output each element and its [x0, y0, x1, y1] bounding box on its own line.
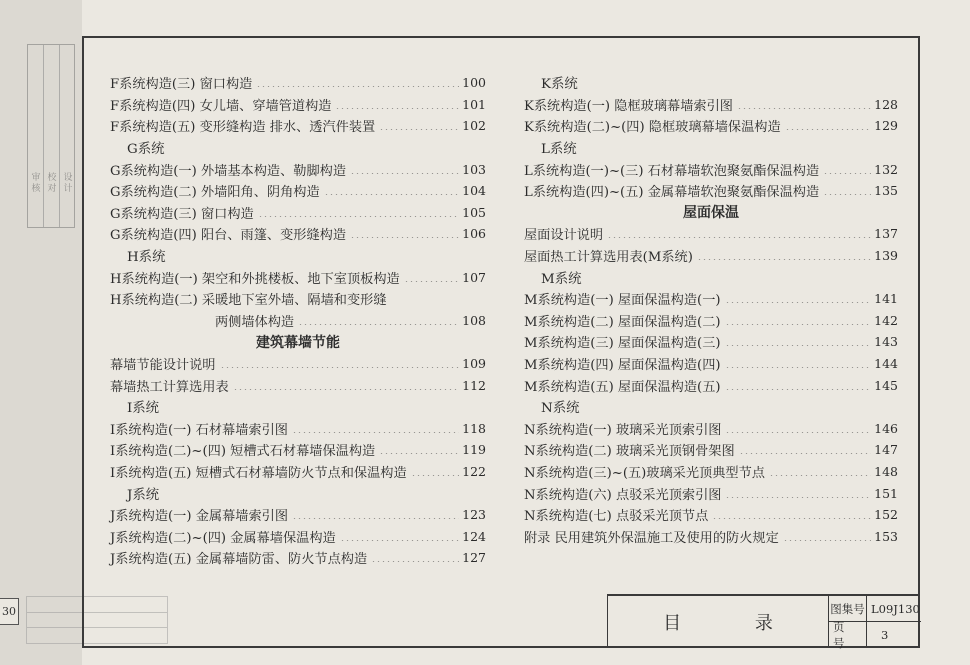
dot-leader	[725, 432, 871, 433]
dot-leader	[712, 518, 871, 519]
toc-entry[interactable]	[110, 158, 486, 180]
dot-leader	[725, 367, 872, 368]
toc-entry-page: 142	[874, 312, 898, 328]
dot-leader	[292, 518, 459, 519]
dot-leader	[256, 86, 459, 87]
dot-leader	[233, 389, 459, 390]
toc-entry[interactable]	[524, 288, 898, 310]
page-number-label: 页 号	[829, 622, 867, 648]
dot-leader	[725, 389, 872, 390]
toc-entry[interactable]	[110, 353, 486, 375]
dot-leader	[350, 173, 459, 174]
toc-entry-page: 153	[874, 528, 898, 544]
toc-entry[interactable]	[524, 310, 898, 332]
toc-right-column	[524, 72, 898, 547]
toc-entry-title: 屋面设计说明	[524, 228, 604, 244]
toc-entry-title: K系统构造(二)~(四) 隐框玻璃幕墙保温构造	[524, 120, 781, 136]
dot-leader	[258, 216, 459, 217]
dot-leader	[737, 108, 871, 109]
toc-entry-title: H系统构造(一) 架空和外挑楼板、地下室顶板构造	[110, 271, 400, 287]
toc-entry[interactable]	[110, 439, 486, 461]
toc-entry[interactable]	[524, 331, 898, 353]
toc-entry-title: 两侧墙体构造	[215, 314, 295, 330]
toc-entry[interactable]	[110, 115, 486, 137]
dot-leader	[783, 540, 871, 541]
toc-section-heading: N系统	[541, 401, 580, 417]
toc-entry[interactable]	[110, 547, 486, 569]
toc-entry[interactable]	[110, 374, 486, 396]
toc-entry-title: N系统构造(一) 玻璃采光顶索引图	[524, 422, 722, 438]
toc-entry[interactable]	[524, 223, 898, 245]
toc-entry[interactable]	[524, 461, 898, 483]
dot-leader	[739, 453, 871, 454]
toc-entry-title: N系统构造(三)~(五)玻璃采光顶典型节点	[524, 465, 765, 481]
toc-entry-page: 135	[874, 183, 898, 199]
dot-leader	[725, 324, 872, 325]
toc-entry-title: H系统构造(二) 采暖地下室外墙、隔墙和变形缝	[110, 293, 387, 309]
dot-leader	[697, 259, 871, 260]
toc-entry-page: 105	[462, 204, 486, 220]
toc-entry[interactable]	[524, 418, 898, 440]
toc-entry-page: 122	[462, 463, 486, 479]
margin-page-number: 30	[0, 598, 19, 625]
toc-entry-title: M系统构造(五) 屋面保温构造(五)	[524, 379, 721, 395]
toc-entry-page: 143	[874, 334, 898, 350]
toc-entry-page: 144	[874, 356, 898, 372]
toc-entry-title: F系统构造(五) 变形缝构造 排水、透汽件装置	[110, 120, 376, 136]
toc-entry-page: 119	[462, 442, 486, 458]
toc-entry-page: 147	[874, 442, 898, 458]
toc-left-column	[110, 72, 486, 569]
toc-entry-title: I系统构造(二)~(四) 短槽式石材幕墙保温构造	[110, 444, 376, 460]
toc-entry-page: 101	[462, 96, 486, 112]
toc-entry-title: 幕墙节能设计说明	[110, 358, 216, 374]
toc-entry[interactable]	[524, 94, 898, 116]
dot-leader	[725, 497, 871, 498]
dot-leader	[292, 432, 459, 433]
toc-entry-page: 145	[874, 377, 898, 393]
dot-leader	[411, 475, 460, 476]
toc-entry[interactable]	[524, 115, 898, 137]
toc-section-heading: M系统	[541, 271, 582, 287]
toc-entry-title: 幕墙热工计算选用表	[110, 379, 229, 395]
toc-entry-title: 屋面热工计算选用表(M系统)	[524, 250, 693, 266]
dot-leader	[324, 194, 460, 195]
toc-entry[interactable]	[524, 439, 898, 461]
dot-leader	[607, 237, 871, 238]
title-block	[607, 594, 920, 648]
dot-leader	[371, 561, 459, 562]
dot-leader	[404, 281, 459, 282]
toc-entry-page: 102	[462, 118, 486, 134]
toc-entry-page: 104	[462, 183, 486, 199]
toc-entry[interactable]	[110, 504, 486, 526]
toc-entry-title: N系统构造(二) 玻璃采光顶钢骨架图	[524, 444, 735, 460]
toc-entry-title: J系统构造(二)~(四) 金属幕墙保温构造	[110, 530, 336, 546]
dot-leader	[298, 324, 459, 325]
toc-entry-title: K系统构造(一) 隐框玻璃幕墙索引图	[524, 98, 733, 114]
toc-entry-page: 112	[462, 377, 486, 393]
toc-entry-page: 106	[462, 226, 486, 242]
dot-leader	[220, 367, 460, 368]
toc-entry-page: 128	[874, 96, 898, 112]
toc-entry-title: N系统构造(七) 点驳采光顶节点	[524, 509, 709, 525]
binding-label: 审核	[31, 173, 41, 194]
toc-entry-page: 148	[874, 463, 898, 479]
toc-entry-page: 137	[874, 226, 898, 242]
toc-entry-page: 152	[874, 507, 898, 523]
toc-entry[interactable]	[524, 525, 898, 547]
toc-entry-page: 107	[462, 269, 486, 285]
toc-entry-title: M系统构造(一) 屋面保温构造(一)	[524, 293, 721, 309]
toc-entry-title: F系统构造(三) 窗口构造	[110, 77, 253, 93]
toc-entry-page: 139	[874, 248, 898, 264]
toc-entry[interactable]	[110, 202, 486, 224]
atlas-number-value: L09J130	[867, 596, 921, 622]
toc-entry[interactable]	[110, 72, 486, 94]
toc-entry-title: I系统构造(一) 石材幕墙索引图	[110, 422, 288, 438]
toc-entry-page: 127	[462, 550, 486, 566]
approval-stamp-column	[27, 44, 75, 228]
toc-entry-page: 146	[874, 420, 898, 436]
toc-entry-title: F系统构造(四) 女儿墙、穿墙管道构造	[110, 98, 332, 114]
binding-label: 校对	[47, 173, 57, 194]
toc-entry-title: M系统构造(四) 屋面保温构造(四)	[524, 358, 721, 374]
toc-section-heading: L系统	[541, 142, 577, 158]
toc-entry-title: J系统构造(一) 金属幕墙索引图	[110, 509, 289, 525]
toc-entry[interactable]	[524, 180, 898, 202]
toc-entry-page: 132	[874, 161, 898, 177]
atlas-number-label: 图集号	[829, 596, 867, 622]
toc-entry[interactable]	[524, 353, 898, 375]
toc-entry-page: 151	[874, 485, 898, 501]
toc-entry[interactable]	[110, 525, 486, 547]
dot-leader	[379, 129, 459, 130]
toc-section-heading: G系统	[127, 142, 165, 158]
dot-leader	[725, 302, 872, 303]
toc-entry[interactable]	[110, 310, 486, 332]
toc-entry-page: 118	[462, 420, 486, 436]
toc-entry[interactable]	[110, 418, 486, 440]
dot-leader	[340, 540, 459, 541]
toc-entry[interactable]	[110, 180, 486, 202]
toc-entry[interactable]	[110, 266, 486, 288]
toc-entry-page: 100	[462, 75, 486, 91]
page-number-value: 3	[881, 628, 889, 642]
sheet-title: 目 录	[608, 596, 829, 648]
toc-section-heading: K系统	[541, 77, 578, 93]
toc-entry-title: G系统构造(二) 外墙阳角、阴角构造	[110, 185, 320, 201]
dot-leader	[350, 237, 459, 238]
dot-leader	[379, 453, 459, 454]
toc-section-heading: I系统	[127, 401, 160, 417]
toc-entry[interactable]	[524, 158, 898, 180]
toc-entry[interactable]	[524, 482, 898, 504]
binding-label: 设计	[63, 173, 73, 194]
toc-entry-page: 124	[462, 528, 486, 544]
toc-entry[interactable]	[524, 245, 898, 267]
dot-leader	[823, 194, 871, 195]
toc-entry-title: M系统构造(二) 屋面保温构造(二)	[524, 314, 721, 330]
toc-entry[interactable]	[110, 223, 486, 245]
toc-entry-title: N系统构造(六) 点驳采光顶索引图	[524, 487, 722, 503]
toc-entry-page: 129	[874, 118, 898, 134]
toc-section-heading: H系统	[127, 250, 166, 266]
toc-entry-title: G系统构造(一) 外墙基本构造、勒脚构造	[110, 163, 347, 179]
toc-entry[interactable]	[524, 374, 898, 396]
toc-entry-page: 141	[874, 291, 898, 307]
toc-entry[interactable]	[524, 504, 898, 526]
toc-entry[interactable]	[110, 94, 486, 116]
toc-entry[interactable]	[110, 288, 486, 310]
toc-entry-title: L系统构造(一)~(三) 石材幕墙软泡聚氨酯保温构造	[524, 163, 820, 179]
toc-entry-title: G系统构造(四) 阳台、雨篷、变形缝构造	[110, 228, 347, 244]
toc-entry[interactable]	[110, 461, 486, 483]
toc-entry-title: 附录 民用建筑外保温施工及使用的防火规定	[524, 530, 779, 546]
toc-entry-title: I系统构造(五) 短槽式石材幕墙防火节点和保温构造	[110, 465, 407, 481]
toc-entry-title: G系统构造(三) 窗口构造	[110, 206, 254, 222]
toc-entry-page: 108	[462, 312, 486, 328]
toc-section-heading: 建筑幕墙节能	[256, 334, 340, 351]
dot-leader	[769, 475, 871, 476]
toc-section-heading: 屋面保温	[683, 205, 739, 222]
toc-entry-page: 123	[462, 507, 486, 523]
toc-section-heading: J系统	[127, 487, 160, 503]
toc-entry-title: M系统构造(三) 屋面保温构造(三)	[524, 336, 721, 352]
dot-leader	[335, 108, 459, 109]
dot-leader	[785, 129, 871, 130]
toc-entry-page: 103	[462, 161, 486, 177]
dot-leader	[725, 345, 872, 346]
toc-entry-page: 109	[462, 356, 486, 372]
toc-entry-title: L系统构造(四)~(五) 金属幕墙软泡聚氨酯保温构造	[524, 185, 820, 201]
toc-entry-title: J系统构造(五) 金属幕墙防雷、防火节点构造	[110, 552, 368, 568]
dot-leader	[823, 173, 871, 174]
